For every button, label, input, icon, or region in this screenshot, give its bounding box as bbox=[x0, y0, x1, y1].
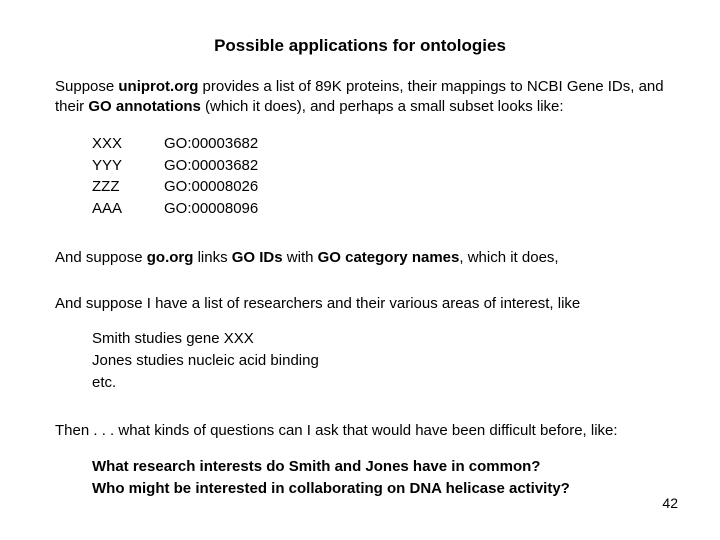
table-row bbox=[92, 155, 258, 177]
slide-title: Possible applications for ontologies bbox=[214, 36, 506, 55]
list-item: Who might be interested in collaborating on DNA helicase activity? bbox=[92, 480, 570, 497]
p2-bold-go-org: go.org bbox=[146, 249, 194, 266]
protein-name: YYY bbox=[92, 156, 123, 174]
researcher-examples bbox=[92, 328, 319, 394]
table-row bbox=[92, 198, 258, 220]
p2-text-2: links bbox=[193, 249, 232, 266]
p2-text-3: with bbox=[282, 249, 318, 266]
intro-text-3: (which it does), and perhaps a small subset looks like: bbox=[200, 98, 564, 115]
p2-text-4: , which it does, bbox=[459, 249, 559, 266]
list-item: etc. bbox=[92, 374, 117, 391]
table-row bbox=[92, 176, 258, 198]
questions-lead-paragraph: Then . . . what kinds of questions can I ask that would have been difficult before, like: bbox=[55, 422, 618, 439]
protein-name: AAA bbox=[92, 199, 123, 217]
researchers-paragraph: And suppose I have a list of researchers and their various areas of interest, like bbox=[55, 295, 581, 312]
example-questions bbox=[92, 456, 570, 500]
go-id: GO:00003682 bbox=[164, 135, 259, 152]
list-item: Jones studies nucleic acid binding bbox=[92, 352, 319, 369]
protein-name: XXX bbox=[92, 135, 123, 152]
protein-name: ZZZ bbox=[92, 178, 120, 195]
intro-bold-uniprot: uniprot.org bbox=[118, 78, 199, 95]
p2-bold-go-ids: GO IDs bbox=[231, 249, 283, 266]
go-id: GO:00008026 bbox=[164, 178, 259, 195]
go-id: GO:00003682 bbox=[164, 156, 259, 174]
p2-bold-go-category-names: GO category names bbox=[317, 249, 460, 266]
protein-go-table bbox=[92, 133, 258, 219]
intro-text-1: Suppose bbox=[55, 78, 119, 95]
go-id: GO:00008096 bbox=[164, 199, 259, 217]
list-item: Smith studies gene XXX bbox=[92, 330, 254, 347]
intro-bold-go-annotations: GO annotations bbox=[88, 98, 201, 115]
p2-text-1: And suppose bbox=[55, 249, 147, 266]
intro-text-2: provides a list of 89K proteins, their mappings to NCBI Gene IDs, and their bbox=[55, 78, 664, 115]
table-row bbox=[92, 133, 258, 155]
go-org-paragraph bbox=[55, 248, 695, 268]
list-item: What research interests do Smith and Jones have in common? bbox=[92, 458, 541, 475]
intro-paragraph bbox=[55, 77, 695, 117]
page-number: 42 bbox=[662, 495, 678, 511]
